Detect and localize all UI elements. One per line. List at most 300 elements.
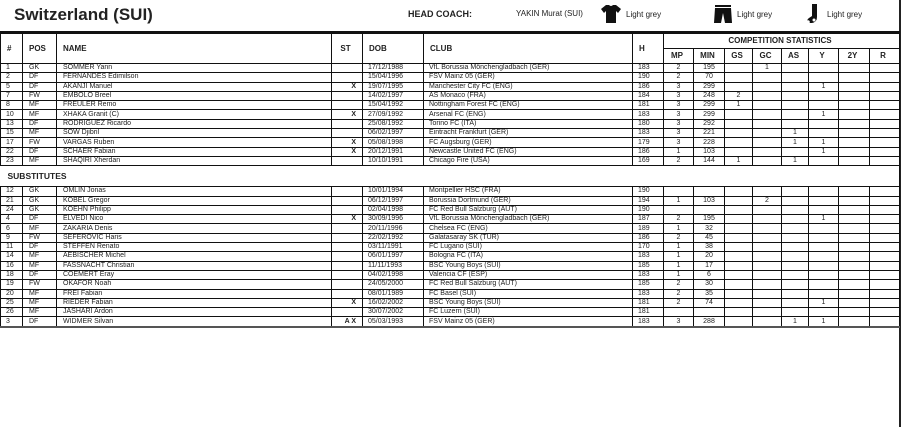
stat-y: 1 <box>809 317 839 327</box>
player-position: DF <box>23 317 57 327</box>
stat-r <box>870 73 900 82</box>
player-name: FREI Fabian <box>57 289 332 298</box>
stat-y <box>809 270 839 279</box>
starter-row <box>1 110 900 119</box>
stat-mp: 3 <box>664 91 694 100</box>
player-position: DF <box>23 215 57 224</box>
player-dob: 17/12/1988 <box>363 64 424 73</box>
player-dob: 27/09/1992 <box>363 110 424 119</box>
player-dob: 30/09/1996 <box>363 215 424 224</box>
kit-shorts <box>713 3 772 25</box>
stat-mp: 2 <box>664 215 694 224</box>
stat-gs: 1 <box>725 101 753 110</box>
stat-gs <box>725 289 753 298</box>
stat-as <box>782 298 809 307</box>
stat-as <box>782 252 809 261</box>
stat-mp: 1 <box>664 270 694 279</box>
stat-r <box>870 82 900 91</box>
stat-gs <box>725 317 753 327</box>
stat-gc <box>753 289 782 298</box>
player-dob: 20/11/1996 <box>363 224 424 233</box>
kit-shirt <box>600 3 661 25</box>
stat-as <box>782 64 809 73</box>
player-start-flag <box>332 129 363 138</box>
stat-r <box>870 298 900 307</box>
stat-as <box>782 119 809 128</box>
stat-gc: 2 <box>753 196 782 205</box>
player-height: 190 <box>633 73 664 82</box>
stat-gc <box>753 82 782 91</box>
stat-gc <box>753 138 782 147</box>
player-dob: 16/02/2002 <box>363 298 424 307</box>
substitute-row <box>1 298 900 307</box>
stat-y <box>809 243 839 252</box>
stat-y <box>809 224 839 233</box>
stat-r <box>870 261 900 270</box>
stat-y: 1 <box>809 298 839 307</box>
stat-r <box>870 308 900 317</box>
stat-min <box>694 187 725 196</box>
player-number: 8 <box>1 101 23 110</box>
stat-as <box>782 215 809 224</box>
stat-gs: 2 <box>725 91 753 100</box>
player-name: FERNANDES Edimilson <box>57 73 332 82</box>
player-dob: 15/04/1996 <box>363 73 424 82</box>
stat-min: 195 <box>694 64 725 73</box>
substitute-row <box>1 224 900 233</box>
stat-as <box>782 196 809 205</box>
stat-2y <box>839 110 870 119</box>
player-number: 9 <box>1 233 23 242</box>
stat-r <box>870 147 900 156</box>
player-name: KOEHN Philipp <box>57 205 332 214</box>
player-height: 183 <box>633 64 664 73</box>
shirt-icon <box>600 4 622 24</box>
stat-y <box>809 261 839 270</box>
stat-2y <box>839 196 870 205</box>
player-position: GK <box>23 64 57 73</box>
player-name: AEBISCHER Michel <box>57 252 332 261</box>
player-number: 26 <box>1 308 23 317</box>
stat-y <box>809 64 839 73</box>
stat-gc <box>753 308 782 317</box>
player-position: GK <box>23 187 57 196</box>
player-start-flag <box>332 289 363 298</box>
player-dob: 15/04/1992 <box>363 101 424 110</box>
stat-mp <box>664 205 694 214</box>
stat-as <box>782 147 809 156</box>
head-coach-label: HEAD COACH: <box>408 9 472 19</box>
player-dob: 08/01/1989 <box>363 289 424 298</box>
player-height: 183 <box>633 270 664 279</box>
player-club: Chicago Fire (USA) <box>424 156 633 165</box>
player-start-flag: X <box>332 298 363 307</box>
kit-socks-label: Light grey <box>827 9 863 19</box>
stat-min: 221 <box>694 129 725 138</box>
stat-2y <box>839 243 870 252</box>
stat-as <box>782 280 809 289</box>
player-start-flag: X <box>332 138 363 147</box>
player-height: 180 <box>633 119 664 128</box>
player-height: 186 <box>633 147 664 156</box>
player-number: 14 <box>1 252 23 261</box>
stat-mp: 3 <box>664 82 694 91</box>
player-club: Nottingham Forest FC (ENG) <box>424 101 633 110</box>
stat-min: 35 <box>694 289 725 298</box>
player-name: SHAQIRI Xherdan <box>57 156 332 165</box>
stat-y <box>809 129 839 138</box>
stat-mp <box>664 308 694 317</box>
player-number: 2 <box>1 73 23 82</box>
player-start-flag <box>332 64 363 73</box>
substitutes-section <box>1 166 900 187</box>
stat-y <box>809 196 839 205</box>
stat-2y <box>839 224 870 233</box>
starter-row <box>1 101 900 110</box>
stat-2y <box>839 289 870 298</box>
player-position: DF <box>23 147 57 156</box>
player-club: Eintracht Frankfurt (GER) <box>424 129 633 138</box>
player-dob: 04/02/1998 <box>363 270 424 279</box>
stat-2y <box>839 91 870 100</box>
player-name: SOW Djibril <box>57 129 332 138</box>
stat-as <box>782 289 809 298</box>
stat-y <box>809 233 839 242</box>
stat-gc <box>753 261 782 270</box>
stat-as <box>782 270 809 279</box>
player-start-flag <box>332 233 363 242</box>
stat-gs <box>725 73 753 82</box>
stat-min: 299 <box>694 101 725 110</box>
stat-gc <box>753 187 782 196</box>
stat-y <box>809 289 839 298</box>
substitute-row <box>1 187 900 196</box>
stat-2y <box>839 317 870 327</box>
player-height: 179 <box>633 138 664 147</box>
player-number: 7 <box>1 91 23 100</box>
stat-gc <box>753 205 782 214</box>
player-club: FC Lugano (SUI) <box>424 243 633 252</box>
player-dob: 10/01/1994 <box>363 187 424 196</box>
stat-y: 1 <box>809 147 839 156</box>
starter-row <box>1 64 900 73</box>
player-start-flag <box>332 224 363 233</box>
stat-gs <box>725 298 753 307</box>
player-name: EMBOLO Breel <box>57 91 332 100</box>
player-position: FW <box>23 280 57 289</box>
stat-gs <box>725 119 753 128</box>
player-name: COEMERT Eray <box>57 270 332 279</box>
substitute-row <box>1 243 900 252</box>
stat-gc <box>753 270 782 279</box>
stat-y <box>809 73 839 82</box>
stat-2y <box>839 119 870 128</box>
player-name: FASSNACHT Christian <box>57 261 332 270</box>
kit-socks <box>805 3 862 25</box>
player-dob: 20/12/1991 <box>363 147 424 156</box>
substitute-row <box>1 317 900 327</box>
stat-gs <box>725 233 753 242</box>
stat-gc <box>753 298 782 307</box>
stat-as: 1 <box>782 156 809 165</box>
stat-2y <box>839 261 870 270</box>
player-dob: 24/05/2000 <box>363 280 424 289</box>
stat-r <box>870 64 900 73</box>
player-number: 21 <box>1 196 23 205</box>
stat-min: 288 <box>694 317 725 327</box>
player-position: MF <box>23 101 57 110</box>
player-dob: 25/08/1992 <box>363 119 424 128</box>
player-dob: 06/01/1997 <box>363 252 424 261</box>
player-position: MF <box>23 308 57 317</box>
stat-gs <box>725 64 753 73</box>
player-dob: 22/02/1992 <box>363 233 424 242</box>
stat-mp: 3 <box>664 119 694 128</box>
stat-as <box>782 82 809 91</box>
stat-as <box>782 308 809 317</box>
stat-gc <box>753 129 782 138</box>
col-header-h: H <box>633 33 664 64</box>
player-dob: 11/11/1993 <box>363 261 424 270</box>
player-club: BSC Young Boys (SUI) <box>424 261 633 270</box>
stat-mp: 2 <box>664 156 694 165</box>
stat-min: 32 <box>694 224 725 233</box>
player-height: 181 <box>633 101 664 110</box>
player-club: Torino FC (ITA) <box>424 119 633 128</box>
stat-r <box>870 196 900 205</box>
col-header-as: AS <box>782 49 809 64</box>
player-number: 15 <box>1 129 23 138</box>
stat-y <box>809 119 839 128</box>
player-number: 16 <box>1 261 23 270</box>
player-start-flag <box>332 156 363 165</box>
player-position: MF <box>23 252 57 261</box>
col-header-y: Y <box>809 49 839 64</box>
player-name: SOMMER Yann <box>57 64 332 73</box>
player-number: 6 <box>1 224 23 233</box>
player-number: 1 <box>1 64 23 73</box>
stat-y: 1 <box>809 215 839 224</box>
stat-2y <box>839 298 870 307</box>
stat-mp: 1 <box>664 243 694 252</box>
stat-y <box>809 205 839 214</box>
substitute-row <box>1 252 900 261</box>
player-height: 183 <box>633 252 664 261</box>
stat-mp: 2 <box>664 73 694 82</box>
player-start-flag <box>332 119 363 128</box>
substitute-row <box>1 308 900 317</box>
player-name: RODRIGUEZ Ricardo <box>57 119 332 128</box>
player-start-flag: A X <box>332 317 363 327</box>
col-header-dob: DOB <box>363 33 424 64</box>
stat-min: 30 <box>694 280 725 289</box>
player-start-flag <box>332 308 363 317</box>
player-position: GK <box>23 196 57 205</box>
stat-y: 1 <box>809 82 839 91</box>
player-name: SCHAER Fabian <box>57 147 332 156</box>
player-height: 181 <box>633 308 664 317</box>
stat-gs <box>725 110 753 119</box>
stat-mp: 1 <box>664 147 694 156</box>
stat-y: 1 <box>809 138 839 147</box>
player-start-flag <box>332 196 363 205</box>
stat-gc: 1 <box>753 64 782 73</box>
stat-gc <box>753 233 782 242</box>
col-header-mp: MP <box>664 49 694 64</box>
player-position: MF <box>23 298 57 307</box>
player-name: ZAKARIA Denis <box>57 224 332 233</box>
stat-gs <box>725 215 753 224</box>
player-club: FC Augsburg (GER) <box>424 138 633 147</box>
stat-gc <box>753 119 782 128</box>
stat-as <box>782 261 809 270</box>
stat-y <box>809 91 839 100</box>
stat-min: 299 <box>694 82 725 91</box>
stat-y: 1 <box>809 110 839 119</box>
player-start-flag <box>332 187 363 196</box>
player-club: AS Monaco (FRA) <box>424 91 633 100</box>
col-header-pos: POS <box>23 33 57 64</box>
player-height: 194 <box>633 196 664 205</box>
stat-min: 195 <box>694 215 725 224</box>
stat-min: 45 <box>694 233 725 242</box>
player-number: 24 <box>1 205 23 214</box>
player-height: 184 <box>633 91 664 100</box>
stat-as: 1 <box>782 129 809 138</box>
stat-as <box>782 243 809 252</box>
player-number: 3 <box>1 317 23 327</box>
stat-mp: 3 <box>664 138 694 147</box>
player-number: 11 <box>1 243 23 252</box>
stat-2y <box>839 82 870 91</box>
substitutes-label: SUBSTITUTES <box>1 166 900 187</box>
stat-r <box>870 156 900 165</box>
player-name: FREULER Remo <box>57 101 332 110</box>
player-start-flag <box>332 243 363 252</box>
stat-r <box>870 101 900 110</box>
starter-row <box>1 82 900 91</box>
stat-2y <box>839 147 870 156</box>
stat-min: 74 <box>694 298 725 307</box>
col-header-club: CLUB <box>424 33 633 64</box>
stat-min: 228 <box>694 138 725 147</box>
player-number: 25 <box>1 298 23 307</box>
player-name: JASHARI Ardon <box>57 308 332 317</box>
player-dob: 06/02/1997 <box>363 129 424 138</box>
stat-y <box>809 252 839 261</box>
substitute-row <box>1 233 900 242</box>
stat-gc <box>753 243 782 252</box>
stat-min: 17 <box>694 261 725 270</box>
stat-r <box>870 215 900 224</box>
player-dob: 02/04/1998 <box>363 205 424 214</box>
stat-2y <box>839 280 870 289</box>
stat-mp: 1 <box>664 252 694 261</box>
stat-gs <box>725 196 753 205</box>
player-height: 170 <box>633 243 664 252</box>
player-dob: 19/07/1995 <box>363 82 424 91</box>
player-height: 181 <box>633 298 664 307</box>
player-club: FC Red Bull Salzburg (AUT) <box>424 205 633 214</box>
stat-y <box>809 280 839 289</box>
stat-r <box>870 187 900 196</box>
player-name: ELVEDI Nico <box>57 215 332 224</box>
socks-icon <box>805 3 823 25</box>
player-start-flag: X <box>332 215 363 224</box>
player-position: DF <box>23 243 57 252</box>
stat-r <box>870 270 900 279</box>
stat-min: 299 <box>694 110 725 119</box>
head-coach-value: YAKIN Murat (SUI) <box>516 9 583 18</box>
stat-2y <box>839 270 870 279</box>
stat-gs <box>725 205 753 214</box>
player-club: VfL Borussia Mönchengladbach (GER) <box>424 215 633 224</box>
player-start-flag <box>332 91 363 100</box>
stat-gc <box>753 73 782 82</box>
player-name: OMLIN Jonas <box>57 187 332 196</box>
player-club: Chelsea FC (ENG) <box>424 224 633 233</box>
player-number: 12 <box>1 187 23 196</box>
stat-mp: 3 <box>664 110 694 119</box>
kit-shirt-label: Light grey <box>626 9 662 19</box>
player-number: 20 <box>1 289 23 298</box>
stat-2y <box>839 73 870 82</box>
stat-r <box>870 289 900 298</box>
substitute-row <box>1 270 900 279</box>
player-name: OKAFOR Noah <box>57 280 332 289</box>
stat-r <box>870 252 900 261</box>
stat-gs <box>725 252 753 261</box>
stat-min <box>694 308 725 317</box>
player-height: 190 <box>633 187 664 196</box>
starter-row <box>1 147 900 156</box>
stat-gs <box>725 147 753 156</box>
player-start-flag <box>332 270 363 279</box>
team-title: Switzerland (SUI) <box>14 5 153 24</box>
player-height: 183 <box>633 289 664 298</box>
stat-gs <box>725 138 753 147</box>
stat-as <box>782 101 809 110</box>
stat-as <box>782 233 809 242</box>
stat-2y <box>839 187 870 196</box>
player-name: AKANJI Manuel <box>57 82 332 91</box>
player-club: Newcastle United FC (ENG) <box>424 147 633 156</box>
stat-gc <box>753 215 782 224</box>
player-name: RIEDER Fabian <box>57 298 332 307</box>
player-club: FSV Mainz 05 (GER) <box>424 73 633 82</box>
stat-mp: 1 <box>664 224 694 233</box>
stat-as <box>782 73 809 82</box>
stat-min: 248 <box>694 91 725 100</box>
stat-mp: 2 <box>664 289 694 298</box>
player-start-flag <box>332 205 363 214</box>
player-dob: 30/07/2002 <box>363 308 424 317</box>
player-number: 22 <box>1 147 23 156</box>
stat-2y <box>839 129 870 138</box>
stat-2y <box>839 215 870 224</box>
stat-y <box>809 156 839 165</box>
player-name: KOBEL Gregor <box>57 196 332 205</box>
player-club: FC Luzern (SUI) <box>424 308 633 317</box>
stat-as <box>782 205 809 214</box>
player-height: 185 <box>633 280 664 289</box>
col-header-name: NAME <box>57 33 332 64</box>
stat-gc <box>753 224 782 233</box>
player-position: DF <box>23 270 57 279</box>
stat-gs <box>725 308 753 317</box>
stat-min: 292 <box>694 119 725 128</box>
player-name: STEFFEN Renato <box>57 243 332 252</box>
